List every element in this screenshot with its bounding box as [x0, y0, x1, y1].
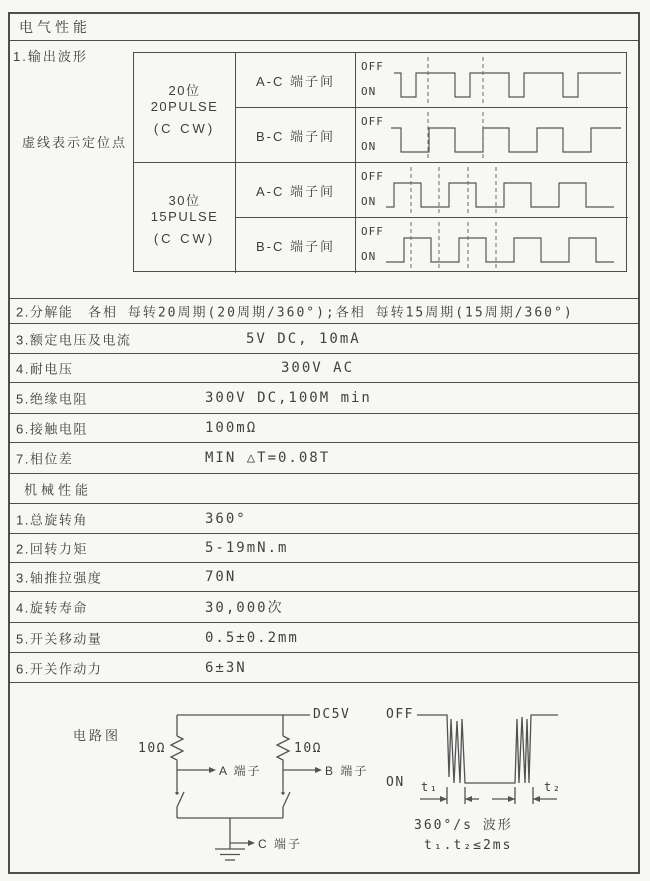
on-label: ON [361, 195, 377, 208]
waveform-plot [356, 163, 628, 218]
on-label: ON [361, 140, 377, 153]
spec-value: 0.5±0.2mm [205, 629, 299, 646]
bounce-off-label: OFF [386, 707, 414, 722]
waveform-plot [356, 108, 628, 163]
terminal-c-label: C 端子 [258, 837, 303, 851]
spec-label: 4.旋转寿命 [16, 600, 88, 616]
arrow-right-icon [209, 767, 216, 773]
spec-label: 4.耐电压 [16, 361, 74, 377]
off-label: OFF [361, 225, 384, 238]
waveform-cell [356, 218, 628, 273]
terminal-b-label: B 端子 [325, 764, 369, 778]
spec-label: 5.开关移动量 [16, 631, 103, 646]
spec-row [10, 323, 638, 353]
spec-label: 2.回转力矩 [16, 541, 88, 557]
pulse-group-title: 20位 20PULSE [150, 82, 219, 114]
electrical-section-header [10, 14, 638, 41]
terminal-a-label: A 端子 [219, 764, 262, 778]
arrow-right-icon [248, 840, 255, 846]
section-title-mechanical: 机械性能 [24, 482, 93, 497]
arrow-left-icon [465, 796, 472, 802]
spec-value: 各相 每转20周期(20周期/360°);各相 每转15周期(15周期/360°) [88, 305, 574, 321]
waveform-plot [356, 218, 628, 273]
waveform-table [133, 52, 627, 272]
on-label: ON [361, 85, 377, 98]
on-label: ON [361, 250, 377, 263]
spec-label: 3.额定电压及电流 [16, 332, 132, 347]
waveform-cell [356, 108, 628, 163]
spec-row [10, 382, 638, 413]
spec-value: 300V DC,100M min [205, 390, 372, 406]
spec-label: 7.相位差 [16, 451, 74, 467]
spec-row [10, 442, 638, 473]
pulse-group-direction: (C CW) [153, 120, 216, 136]
pulse-group-direction: (C CW) [153, 231, 216, 246]
spec-row [10, 353, 638, 382]
waveform-cell [356, 53, 628, 108]
waveform-plot [356, 53, 628, 108]
spec-table [10, 298, 638, 682]
spec-row [10, 413, 638, 442]
arrow-right-icon [315, 767, 322, 773]
spec-label: 2.分解能 [16, 304, 74, 320]
spec-value: 300V AC [281, 360, 355, 376]
mechanical-section-header [10, 473, 638, 503]
arrow-right-icon [440, 796, 447, 802]
section-title-electrical: 电气性能 [19, 19, 91, 35]
arrow-left-icon [533, 796, 540, 802]
pulse-group-title: 30位 15PULSE [150, 193, 219, 224]
terminal-cell: A-C 端子间 [236, 163, 356, 218]
terminal-cell: B-C 端子间 [236, 108, 356, 163]
spec-row [10, 533, 638, 562]
off-label: OFF [361, 115, 384, 128]
spec-label: 3.轴推拉强度 [16, 570, 103, 586]
spec-row [10, 591, 638, 622]
spec-row [10, 562, 638, 591]
supply-label: DC5V [313, 707, 351, 722]
spec-row [10, 652, 638, 682]
spec-value: 360° [205, 510, 247, 527]
resistor-left-label: 10Ω [138, 741, 166, 756]
terminal-cell: B-C 端子间 [236, 218, 356, 273]
pulse-group-cell [134, 53, 236, 163]
resistor-icon [171, 736, 183, 764]
spec-label: 1.总旋转角 [16, 512, 88, 527]
spec-label: 5.绝缘电阻 [16, 391, 88, 407]
off-label: OFF [361, 60, 384, 73]
positioning-note: 虚线表示定位点 [22, 135, 128, 150]
spec-row [10, 622, 638, 652]
bounce-waveform [417, 715, 558, 783]
resistor-icon [277, 736, 289, 764]
arrow-right-icon [508, 796, 515, 802]
pulse-group-cell [134, 163, 236, 273]
spec-value: MIN △T=0.08T [205, 450, 331, 466]
waveform-cell [356, 163, 628, 218]
bounce-on-label: ON [386, 775, 405, 790]
switch-icon [175, 791, 184, 807]
spec-label: 6.接触电阻 [16, 421, 88, 437]
spec-row [10, 503, 638, 533]
time-caption: t₁.t₂≤2ms [424, 838, 513, 853]
output-waveform-label: 1.输出波形 [13, 49, 88, 64]
speed-caption: 360°/s 波形 [414, 818, 513, 833]
t2-label: t₂ [544, 780, 562, 794]
t1-label: t₁ [421, 780, 439, 794]
spec-value: 30,000次 [205, 600, 284, 616]
circuit-section [10, 682, 638, 873]
circuit-label: 电路图 [73, 728, 122, 743]
off-label: OFF [361, 170, 384, 183]
spec-row [10, 298, 638, 323]
spec-value: 6±3N [205, 659, 247, 676]
spec-value: 100mΩ [205, 420, 258, 436]
spec-label: 6.开关作动力 [16, 661, 103, 676]
ground-icon [215, 849, 245, 860]
resistor-right-label: 10Ω [294, 741, 322, 756]
spec-value: 5-19mN.m [205, 540, 289, 556]
datasheet-page [8, 12, 640, 874]
terminal-cell: A-C 端子间 [236, 53, 356, 108]
spec-value: 5V DC, 10mA [246, 330, 361, 347]
spec-value: 70N [205, 569, 237, 585]
switch-icon [281, 791, 290, 807]
